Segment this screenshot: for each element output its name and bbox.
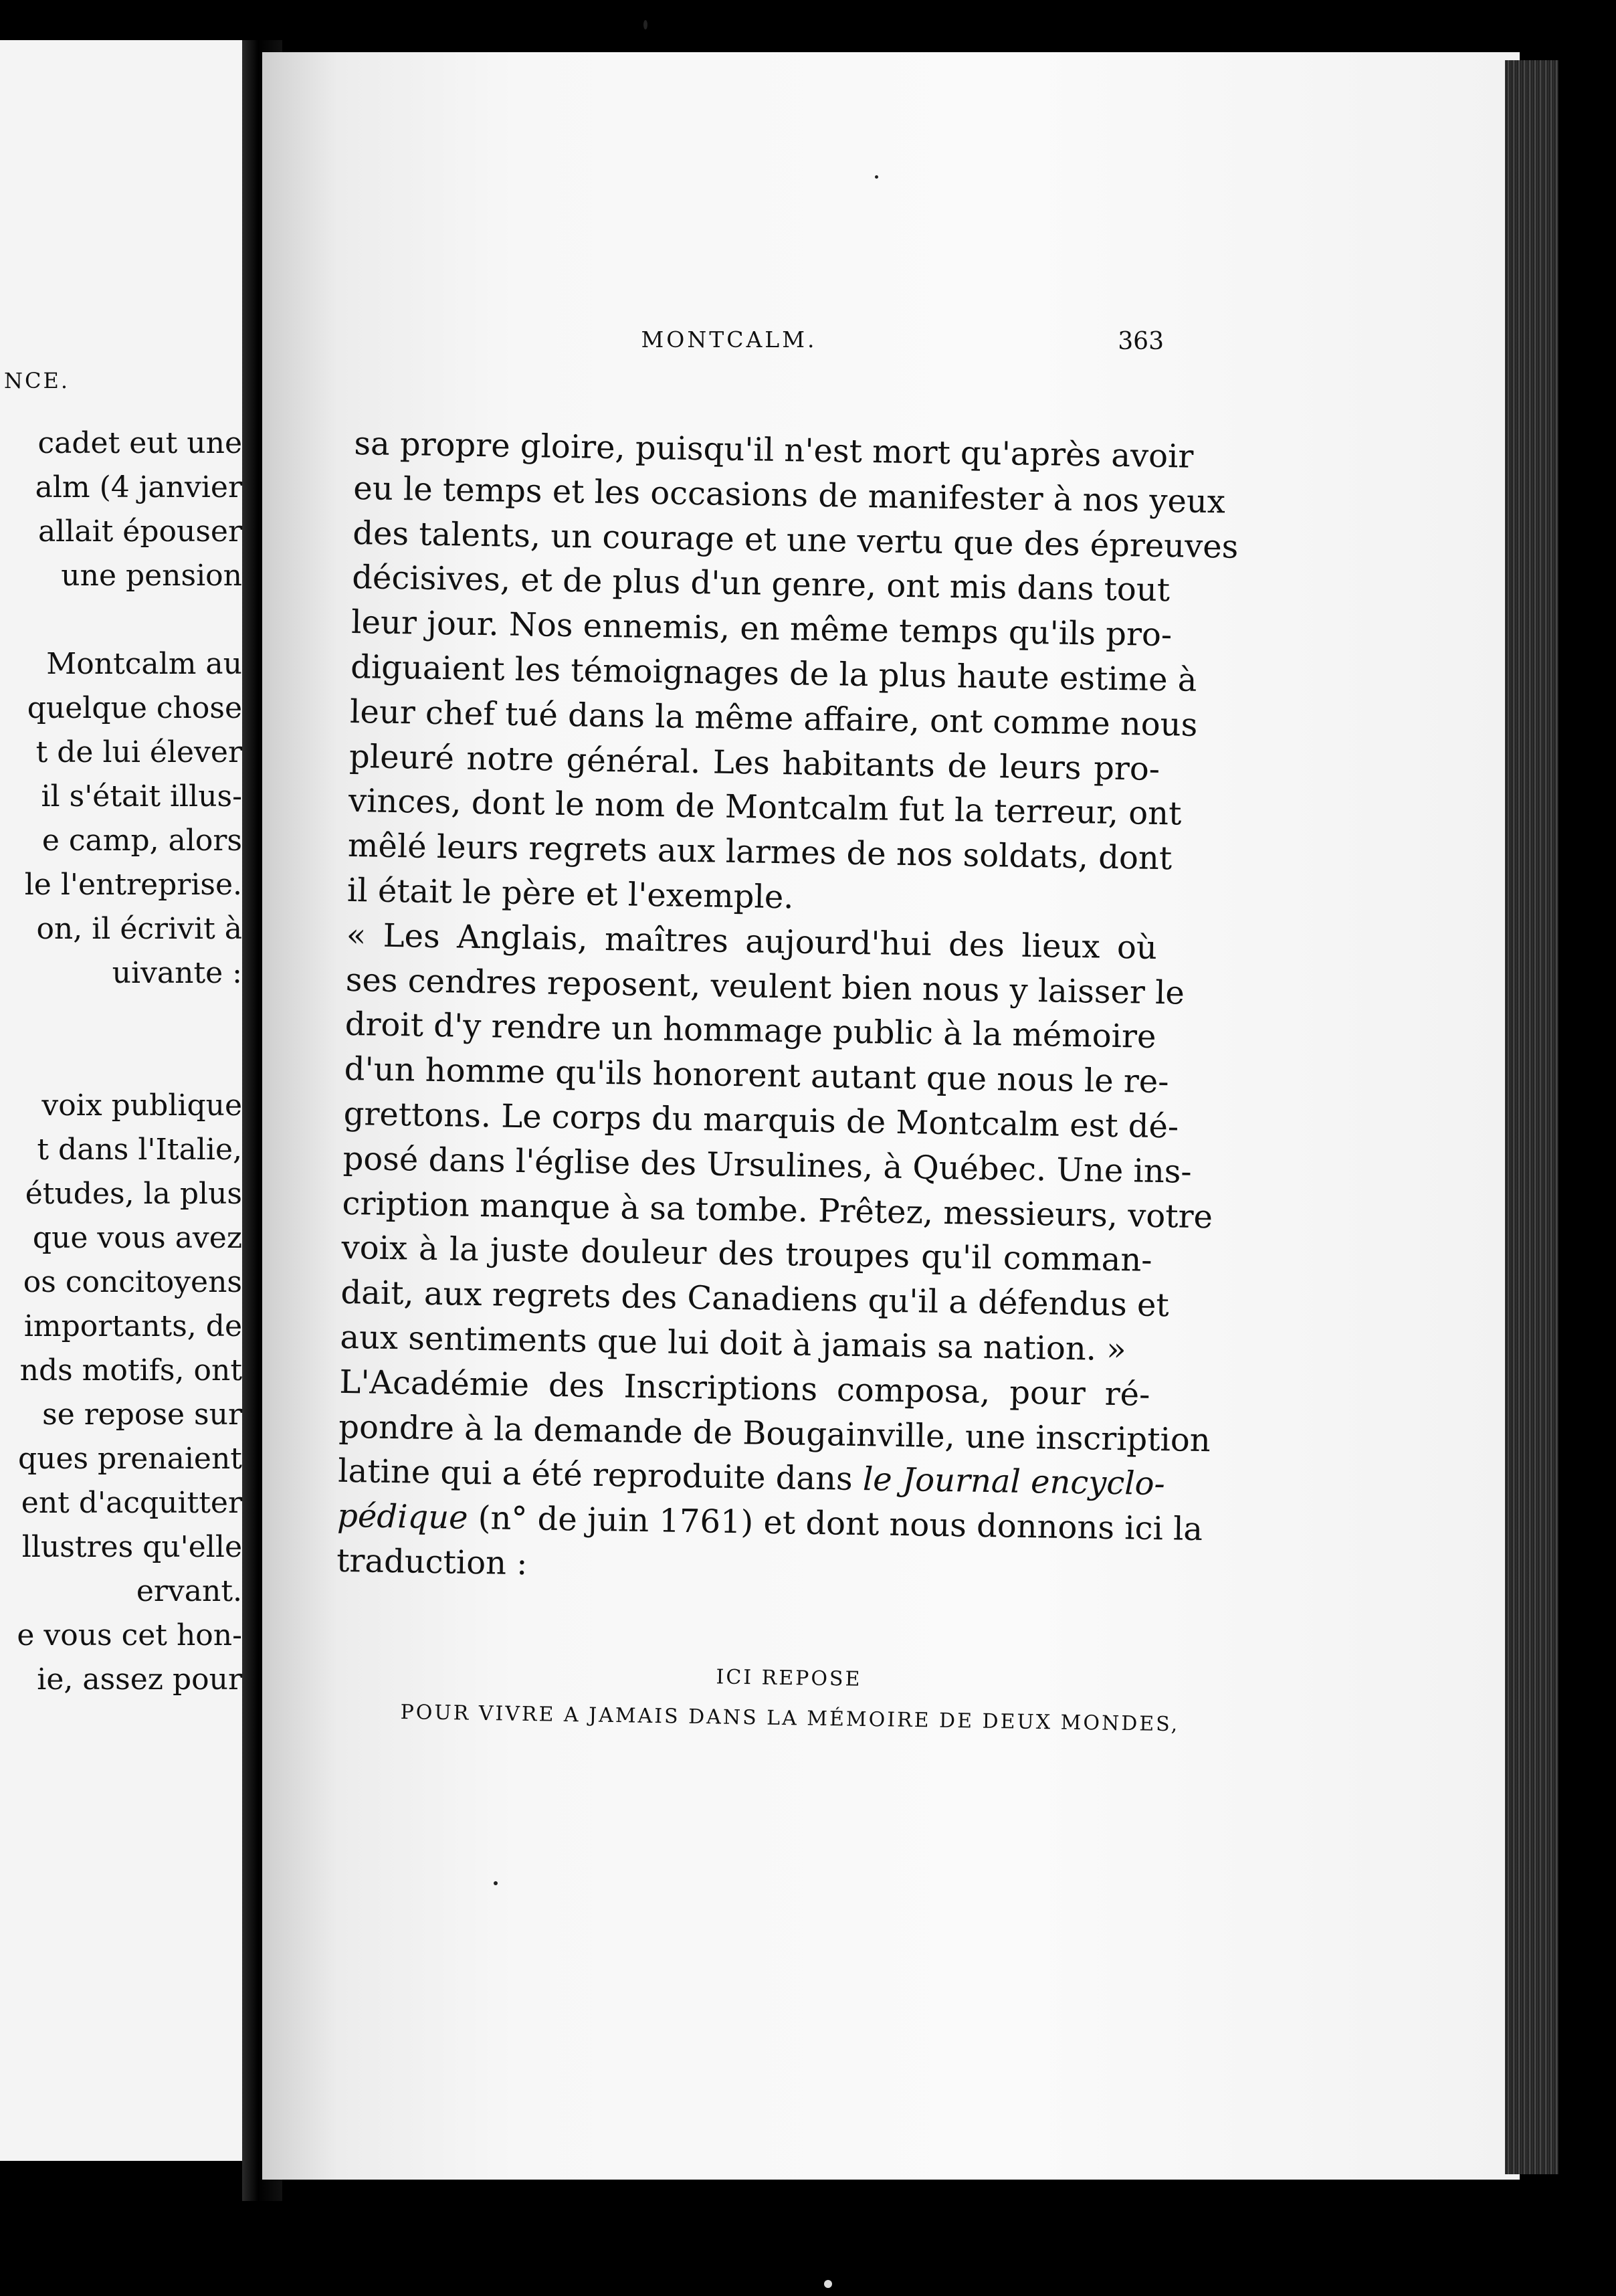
text-line: droit d'y rendre un hommage public à la mémoire	[344, 1006, 1156, 1056]
text-line: diguaient les témoignages de la plus haute estime à	[350, 648, 1197, 699]
blank-line	[1, 1040, 242, 1084]
text-line: voix publique	[41, 1088, 242, 1123]
text-line: leur chef tué dans la même affaire, ont comme nous	[349, 692, 1198, 744]
text-line: quelque chose	[27, 691, 242, 725]
text-line: Montcalm au	[46, 647, 242, 681]
text-line: traduction :	[336, 1541, 528, 1583]
text-line: décisives, et de plus d'un genre, ont mis dans tout	[351, 559, 1171, 609]
inscription	[400, 1652, 1180, 1745]
inscription-line: POUR VIVRE A JAMAIS DANS LA MÉMOIRE DE DEUX MONDES,	[400, 1700, 1180, 1737]
body-lines	[338, 421, 1239, 1462]
text-line: L'Académie des Inscriptions composa, pour ré-	[339, 1363, 1150, 1414]
speck	[494, 1881, 498, 1885]
text-span: (n° de juin 1761) et dont nous donnons ici la	[468, 1499, 1203, 1549]
text-line: t dans l'Italie,	[37, 1133, 242, 1167]
text-line: leur jour. Nos ennemis, en même temps qu'ils pro-	[350, 603, 1173, 654]
text-line: sa propre gloire, puisqu'il n'est mort qu'après avoir	[354, 424, 1194, 476]
text-line: e camp, alors	[41, 824, 242, 858]
text-line: des talents, un courage et une vertu que des épreuves	[352, 514, 1239, 566]
inscription-line: ICI REPOSE	[716, 1665, 862, 1691]
text-line: allait épouser	[37, 514, 242, 549]
text-line: pleuré notre général. Les habitants de leurs pro-	[348, 737, 1160, 788]
text-line: il était le père et l'exemple.	[346, 871, 794, 917]
text-line: t de lui élever	[35, 735, 242, 769]
text-line: se repose sur	[42, 1398, 242, 1432]
text-line: os concitoyens	[23, 1265, 242, 1299]
text-line: eu le temps et les occasions de manifester à nos yeux	[352, 469, 1226, 521]
text-line: e vous cet hon-	[17, 1618, 242, 1652]
text-line: ent d'acquitter	[21, 1486, 242, 1520]
text-line: il s'était illus-	[41, 779, 242, 814]
text-line: ses cendres reposent, veulent bien nous y laisser le	[345, 961, 1185, 1012]
journal-title-italic: pédique	[336, 1497, 468, 1537]
text-line: posé dans l'église des Ursulines, à Québec. Une ins-	[342, 1139, 1193, 1191]
body-text	[336, 421, 1239, 1596]
left-page-text	[1, 421, 242, 1702]
text-line: llustres qu'elle	[21, 1530, 242, 1564]
journal-title-italic: le Journal encyclo-	[862, 1460, 1166, 1503]
text-line: uivante :	[112, 956, 242, 990]
speck	[643, 20, 647, 29]
speck	[875, 175, 878, 179]
text-line: études, la plus	[25, 1177, 242, 1211]
text-line: cadet eut une	[37, 426, 242, 460]
text-line: on, il écrivit à	[36, 912, 242, 946]
speck	[824, 2280, 832, 2288]
text-line: dait, aux regrets des Canadiens qu'il a défendus et	[340, 1273, 1170, 1325]
text-line: aux sentiments que lui doit à jamais sa nation. »	[340, 1318, 1127, 1369]
page-edge-stack	[1505, 60, 1558, 2174]
text-line: mêlé leurs regrets aux larmes de nos soldats, dont	[347, 827, 1173, 878]
text-line: le l'entreprise.	[24, 868, 242, 902]
text-line: que vous avez	[32, 1221, 242, 1255]
text-line: importants, de	[23, 1309, 242, 1343]
text-line: d'un homme qu'ils honorent autant que nous le re-	[344, 1050, 1169, 1101]
text-line: « Les Anglais, maîtres aujourd'hui des lieux où	[346, 916, 1158, 967]
left-running-head: NCE.	[4, 368, 70, 393]
text-line: voix à la juste douleur des troupes qu'il comman-	[341, 1229, 1152, 1280]
text-line: ie, assez pour	[37, 1662, 242, 1697]
left-page	[0, 40, 242, 2161]
text-span: latine qui a été reproduite dans	[337, 1452, 864, 1499]
blank-line	[1, 995, 242, 1040]
text-line: grettons. Le corps du marquis de Montcalm est dé-	[343, 1094, 1179, 1146]
text-line: pondre à la demande de Bougainville, une inscription	[338, 1408, 1211, 1459]
text-line: nds motifs, ont	[19, 1353, 242, 1388]
running-head	[428, 321, 1164, 361]
text-line: vinces, dont le nom de Montcalm fut la terreur, ont	[348, 782, 1182, 833]
text-line: cription manque à sa tombe. Prêtez, messieurs, votre	[342, 1184, 1213, 1236]
page-number: 363	[1118, 328, 1164, 355]
blank-line	[1, 598, 242, 642]
text-line: ques prenaient	[17, 1442, 242, 1476]
text-line: alm (4 janvier	[35, 470, 242, 504]
running-head-title: MONTCALM.	[641, 326, 817, 353]
text-line: ervant.	[136, 1574, 242, 1608]
text-line: une pension	[61, 559, 242, 593]
